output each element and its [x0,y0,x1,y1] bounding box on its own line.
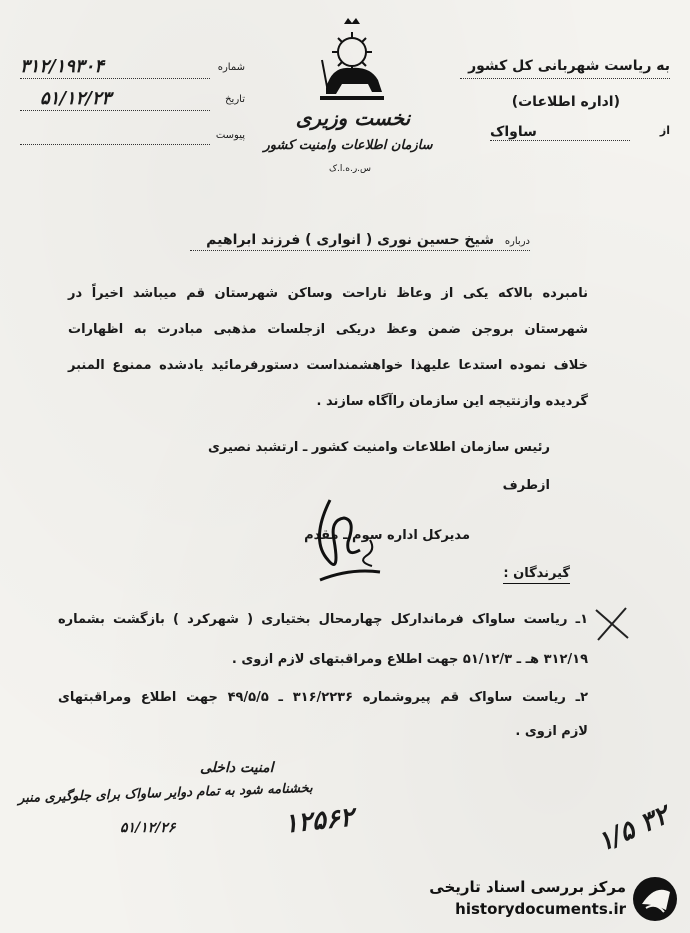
deputy-signatory: مدیرکل اداره سوم ـ مقدم [304,528,470,543]
margin-number-center: ۱۲۵۶۲ [282,802,356,840]
number-underline [20,78,210,79]
body-line-4: گردیده وازنتیجه این سازمان راآگاه سازند . [316,394,588,409]
recipient-line-2: ۳۱۲/۱۹ هـ ـ ۵۱/۱۲/۳ جهت اطلاع ومراقبتهای لازم ازوی . [231,652,588,667]
cross-mark-icon [592,604,632,644]
body-line-2: شهرستان بروجن ضمن وعظ دریکی ازجلسات مذهبی مبادرت به اظهارات [68,322,588,337]
organization-title: سازمان اطلاعات وامنیت کشور [263,138,433,153]
header-from-value: ساواک [490,124,630,141]
footer-logo-title: مرکز بررسی اسناد تاریخی [429,878,626,896]
attachment-underline [20,144,210,145]
recipient-line-3: ۲ـ ریاست ساواک قم پیروشماره ۳۱۶/۲۲۳۶ ـ ۴۹/۵/۵ جهت اطلاع ومراقبتهای [58,690,588,705]
date-value: ۵۱/۱۲/۲۳ [40,88,112,109]
header-underline-1 [460,78,670,79]
header-recipient: به ریاست شهربانی کل کشور [468,58,670,74]
date-label: تاریخ [225,94,245,105]
body-line-1: نامبرده بالاکه یکی از وعاظ ناراحت وساکن شهرستان قم میباشد اخیراً در [68,286,588,301]
number-label: شماره [217,62,245,73]
date-underline [20,110,210,111]
header-from-label: از [659,124,670,137]
lion-and-sun-emblem-icon [312,18,392,104]
margin-number-corner: ۱/۵ ۳۲ [593,800,674,858]
handwritten-note-body: بخشنامه شود به تمام دوایر ساواک برای جلوگیری منبر [17,780,313,807]
handwritten-note-title: امنیت داخلی [200,760,274,776]
archive-logo-icon [630,874,680,924]
ministry-title: نخست وزیری [295,106,411,130]
footer-logo-url: historydocuments.ir [455,900,626,918]
body-line-3: خلاف نموده استدعا علیهذا خواهشمنداست دستورفرمائید یادشده ممنوع المنبر [68,358,588,373]
subject-underline [190,250,530,251]
header-department: (اداره اطلاعات) [511,94,620,110]
signatory-title: رئیس سازمان اطلاعات وامنیت کشور ـ ارتشبد نصیری [208,440,550,455]
handwritten-signature-icon [300,480,410,590]
recipient-line-1: ۱ـ ریاست ساواک فرماندارکل چهارمحال بختیاری ( شهرکرد ) بازگشت بشماره [58,612,588,627]
recipient-line-4: لازم ازوی . [515,724,588,739]
handwritten-note-date: ۵۱/۱۲/۲۶ [120,820,176,836]
on-behalf-label: ازطرف [502,478,550,493]
attachment-label: پیوست [215,130,245,141]
number-value: ۳۱۲/۱۹۳۰۴ [20,56,104,77]
subject-value: شیخ حسین نوری ( انواری ) فرزند ابراهیم [206,232,494,248]
subject-label: درباره [504,236,530,247]
footer-logo [404,872,684,927]
recipients-heading: گیرندگان : [503,566,570,584]
reference-code: س.ر.ه.ا.ک [328,164,372,174]
